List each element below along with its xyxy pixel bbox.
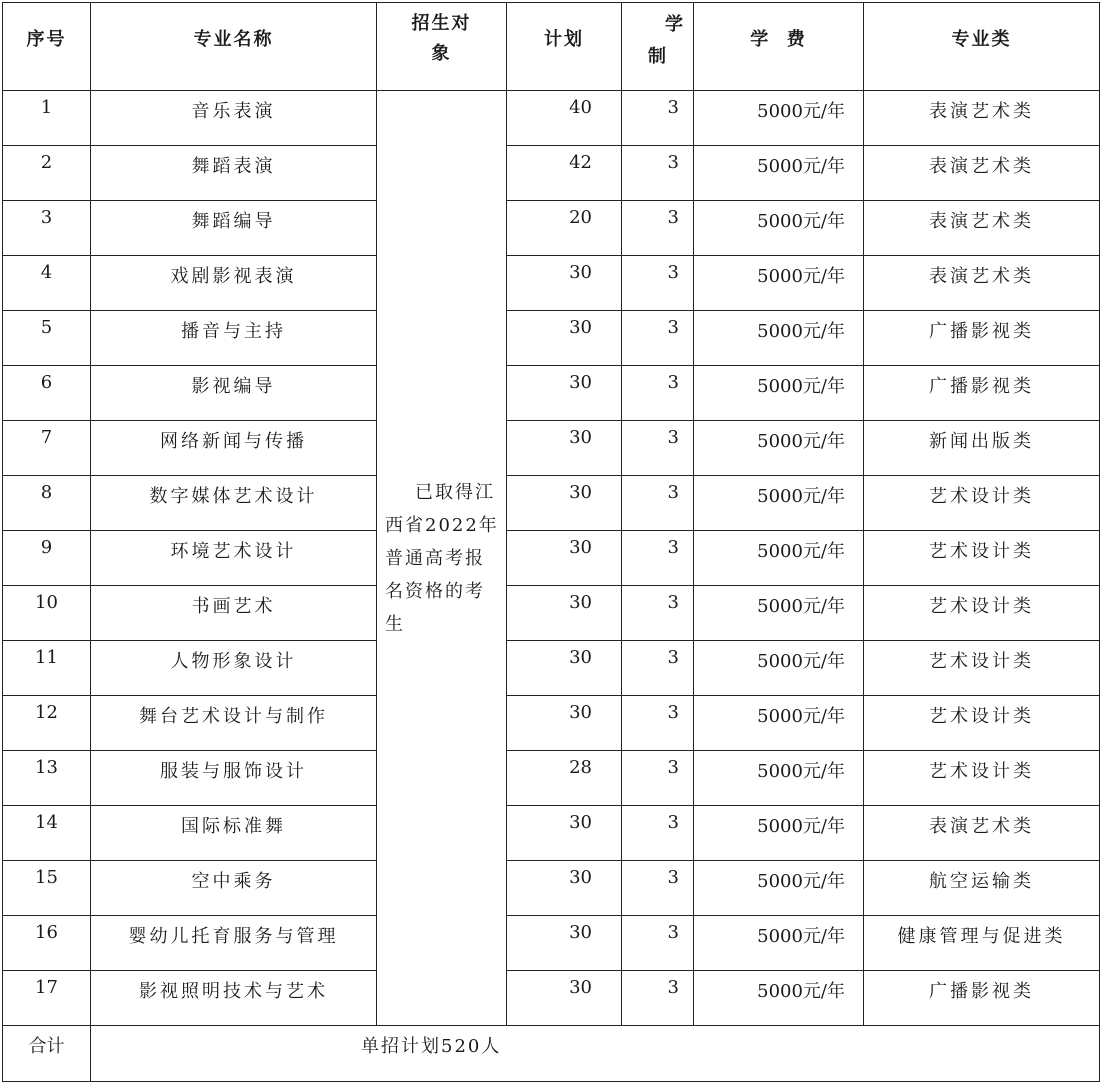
- row-fee: 5000元/年: [694, 421, 864, 476]
- table-row: [3, 696, 1100, 751]
- header-years: [622, 3, 694, 91]
- header-row: [3, 3, 1100, 91]
- row-major-name: 舞蹈编导: [91, 201, 377, 256]
- row-seq: 2: [3, 146, 91, 201]
- row-major-name: 国际标准舞: [91, 806, 377, 861]
- row-plan: 30: [507, 861, 622, 916]
- table-row: [3, 366, 1100, 421]
- row-seq: 17: [3, 971, 91, 1026]
- row-fee: 5000元/年: [694, 806, 864, 861]
- table-row: [3, 586, 1100, 641]
- table-row: [3, 916, 1100, 971]
- row-years: 3: [622, 861, 694, 916]
- table-row: [3, 91, 1100, 146]
- row-years: 3: [622, 256, 694, 311]
- header-years-line1: 学: [665, 14, 685, 35]
- row-category: 艺术设计类: [864, 751, 1100, 806]
- row-major-name: 网络新闻与传播: [91, 421, 377, 476]
- row-years: 3: [622, 751, 694, 806]
- enrollment-plan-table: [2, 2, 1100, 1082]
- row-seq: 12: [3, 696, 91, 751]
- row-fee: 5000元/年: [694, 861, 864, 916]
- row-plan: 30: [507, 256, 622, 311]
- total-text: 单招计划520人: [91, 1026, 1100, 1082]
- row-years: 3: [622, 916, 694, 971]
- row-fee: 5000元/年: [694, 696, 864, 751]
- row-seq: 9: [3, 531, 91, 586]
- row-major-name: 环境艺术设计: [91, 531, 377, 586]
- row-fee: 5000元/年: [694, 971, 864, 1026]
- row-plan: 30: [507, 641, 622, 696]
- row-category: 表演艺术类: [864, 256, 1100, 311]
- row-years: 3: [622, 476, 694, 531]
- row-major-name: 婴幼儿托育服务与管理: [91, 916, 377, 971]
- header-seq: 序号: [3, 3, 91, 91]
- row-major-name: 影视编导: [91, 366, 377, 421]
- row-category: 航空运输类: [864, 861, 1100, 916]
- row-category: 健康管理与促进类: [864, 916, 1100, 971]
- row-seq: 5: [3, 311, 91, 366]
- row-years: 3: [622, 586, 694, 641]
- row-years: 3: [622, 641, 694, 696]
- row-category: 新闻出版类: [864, 421, 1100, 476]
- row-years: 3: [622, 531, 694, 586]
- row-major-name: 播音与主持: [91, 311, 377, 366]
- row-fee: 5000元/年: [694, 751, 864, 806]
- row-seq: 13: [3, 751, 91, 806]
- row-plan: 30: [507, 421, 622, 476]
- row-major-name: 影视照明技术与艺术: [91, 971, 377, 1026]
- row-category: 艺术设计类: [864, 586, 1100, 641]
- table-row: [3, 751, 1100, 806]
- row-plan: 30: [507, 476, 622, 531]
- row-plan: 40: [507, 91, 622, 146]
- row-major-name: 书画艺术: [91, 586, 377, 641]
- row-category: 艺术设计类: [864, 531, 1100, 586]
- row-plan: 20: [507, 201, 622, 256]
- row-category: 艺术设计类: [864, 696, 1100, 751]
- row-fee: 5000元/年: [694, 146, 864, 201]
- row-years: 3: [622, 971, 694, 1026]
- row-major-name: 音乐表演: [91, 91, 377, 146]
- row-category: 艺术设计类: [864, 476, 1100, 531]
- table-row: [3, 531, 1100, 586]
- row-fee: 5000元/年: [694, 531, 864, 586]
- row-category: 广播影视类: [864, 311, 1100, 366]
- row-category: 表演艺术类: [864, 146, 1100, 201]
- table-row: [3, 806, 1100, 861]
- table-row: [3, 861, 1100, 916]
- row-years: 3: [622, 806, 694, 861]
- row-fee: 5000元/年: [694, 201, 864, 256]
- header-target-line1: 招生对: [411, 13, 472, 34]
- row-fee: 5000元/年: [694, 366, 864, 421]
- row-seq: 10: [3, 586, 91, 641]
- row-seq: 6: [3, 366, 91, 421]
- row-major-name: 戏剧影视表演: [91, 256, 377, 311]
- row-category: 广播影视类: [864, 971, 1100, 1026]
- row-years: 3: [622, 696, 694, 751]
- table-row: [3, 476, 1100, 531]
- row-major-name: 数字媒体艺术设计: [91, 476, 377, 531]
- header-plan: 计划: [507, 3, 622, 91]
- table-row: [3, 201, 1100, 256]
- row-plan: 30: [507, 806, 622, 861]
- total-label: 合计: [3, 1026, 91, 1082]
- row-seq: 4: [3, 256, 91, 311]
- target-applicants-cell: [377, 91, 507, 1026]
- row-major-name: 舞蹈表演: [91, 146, 377, 201]
- row-fee: 5000元/年: [694, 91, 864, 146]
- row-fee: 5000元/年: [694, 916, 864, 971]
- row-seq: 11: [3, 641, 91, 696]
- table-row: [3, 421, 1100, 476]
- row-years: 3: [622, 421, 694, 476]
- row-plan: 30: [507, 366, 622, 421]
- header-target-line2: 象: [431, 43, 452, 64]
- row-plan: 30: [507, 971, 622, 1026]
- row-seq: 14: [3, 806, 91, 861]
- row-seq: 1: [3, 91, 91, 146]
- row-fee: 5000元/年: [694, 311, 864, 366]
- row-seq: 8: [3, 476, 91, 531]
- row-plan: 30: [507, 586, 622, 641]
- header-target: [377, 3, 507, 91]
- row-category: 表演艺术类: [864, 806, 1100, 861]
- row-major-name: 空中乘务: [91, 861, 377, 916]
- row-plan: 28: [507, 751, 622, 806]
- row-years: 3: [622, 91, 694, 146]
- row-category: 表演艺术类: [864, 91, 1100, 146]
- header-category: 专业类: [864, 3, 1100, 91]
- row-plan: 30: [507, 696, 622, 751]
- row-major-name: 舞台艺术设计与制作: [91, 696, 377, 751]
- table-row: [3, 641, 1100, 696]
- row-category: 广播影视类: [864, 366, 1100, 421]
- row-major-name: 服装与服饰设计: [91, 751, 377, 806]
- row-years: 3: [622, 366, 694, 421]
- row-plan: 30: [507, 916, 622, 971]
- row-plan: 30: [507, 531, 622, 586]
- row-seq: 7: [3, 421, 91, 476]
- row-years: 3: [622, 146, 694, 201]
- table-body: [3, 91, 1100, 1082]
- total-row: [3, 1026, 1100, 1082]
- row-seq: 15: [3, 861, 91, 916]
- table-row: [3, 256, 1100, 311]
- row-years: 3: [622, 201, 694, 256]
- row-category: 表演艺术类: [864, 201, 1100, 256]
- header-major-name: 专业名称: [91, 3, 377, 91]
- row-seq: 3: [3, 201, 91, 256]
- row-fee: 5000元/年: [694, 586, 864, 641]
- target-applicants-text: 已取得江西省2022年普通高考报名资格的考生: [385, 481, 499, 635]
- row-fee: 5000元/年: [694, 476, 864, 531]
- table-row: [3, 146, 1100, 201]
- header-fee: 学 费: [694, 3, 864, 91]
- row-fee: 5000元/年: [694, 641, 864, 696]
- row-category: 艺术设计类: [864, 641, 1100, 696]
- header-years-line2: 制: [648, 46, 668, 67]
- table-row: [3, 971, 1100, 1026]
- row-plan: 30: [507, 311, 622, 366]
- row-years: 3: [622, 311, 694, 366]
- row-fee: 5000元/年: [694, 256, 864, 311]
- table-row: [3, 311, 1100, 366]
- row-plan: 42: [507, 146, 622, 201]
- row-seq: 16: [3, 916, 91, 971]
- row-major-name: 人物形象设计: [91, 641, 377, 696]
